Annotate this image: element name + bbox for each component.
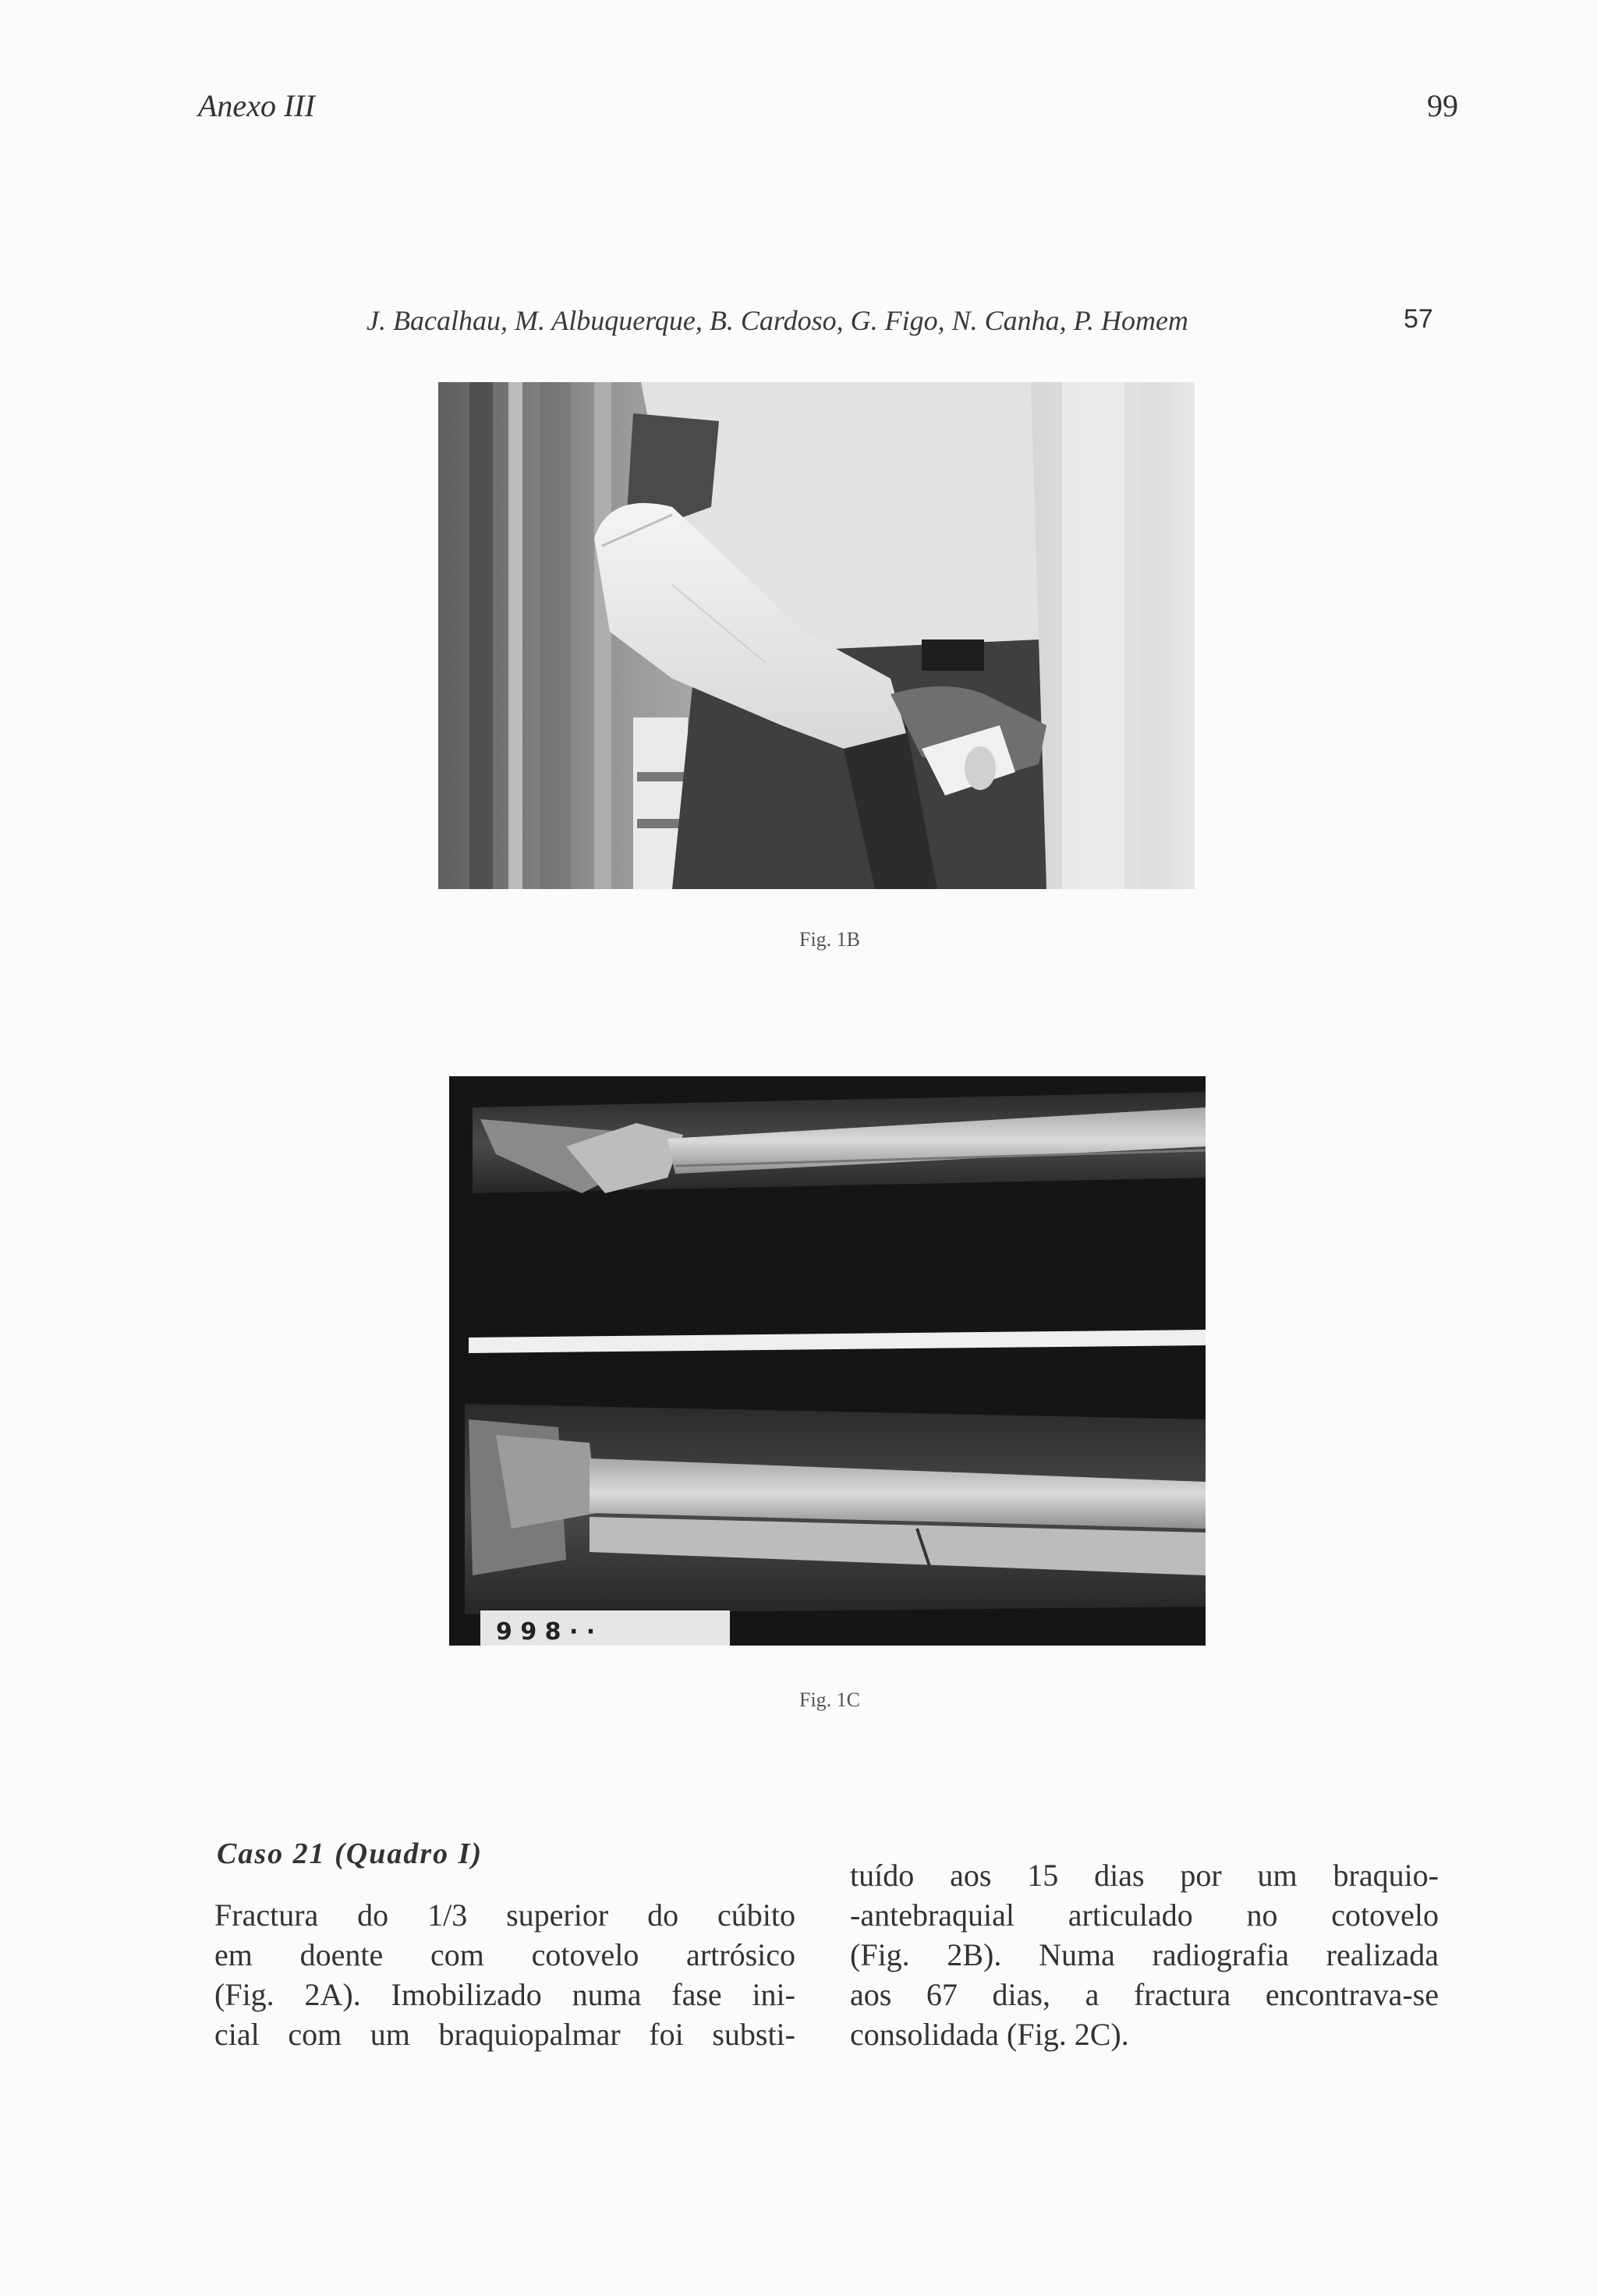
text-line: (Fig. 2A). Imobilizado numa fase ini-: [214, 1977, 795, 2012]
text-line: cial com um braquiopalmar foi substi-: [214, 2017, 795, 2052]
page-number: 99: [1427, 88, 1458, 123]
page-title: Anexo III: [198, 88, 315, 123]
figure-1c-caption: Fig. 1C: [799, 1688, 861, 1711]
text-line: em doente com cotovelo artrósico: [214, 1937, 795, 1972]
text-line: aos 67 dias, a fractura encontrava-se: [850, 1977, 1439, 2012]
text-line: (Fig. 2B). Numa radiografia realizada: [850, 1937, 1439, 1972]
case-heading: Caso 21 (Quadro I): [217, 1837, 483, 1870]
figure-1b-image: [438, 382, 1195, 889]
figure-1c-image: [449, 1076, 1206, 1646]
case-text-right-column: [850, 1855, 1439, 2054]
case-text-left-column: [214, 1895, 795, 2054]
article-authors: J. Bacalhau, M. Albuquerque, B. Cardoso, G. Figo, N. Canha, P. Homem: [366, 305, 1188, 336]
text-line: Fractura do 1/3 superior do cúbito: [214, 1897, 795, 1933]
article-page-number: 57: [1404, 304, 1433, 334]
figure-1b-caption: Fig. 1B: [799, 928, 861, 951]
text-line: consolidada (Fig. 2C).: [850, 2017, 1129, 2052]
figure-1c-radiograph: [449, 1076, 1206, 1646]
figure-1b-photo: [438, 382, 1195, 889]
text-line: tuído aos 15 dias por um braquio-: [850, 1858, 1439, 1893]
svg-text:9 9 8 · ·: 9 9 8 · ·: [496, 1618, 596, 1646]
text-line: -antebraquial articulado no cotovelo: [850, 1897, 1439, 1933]
